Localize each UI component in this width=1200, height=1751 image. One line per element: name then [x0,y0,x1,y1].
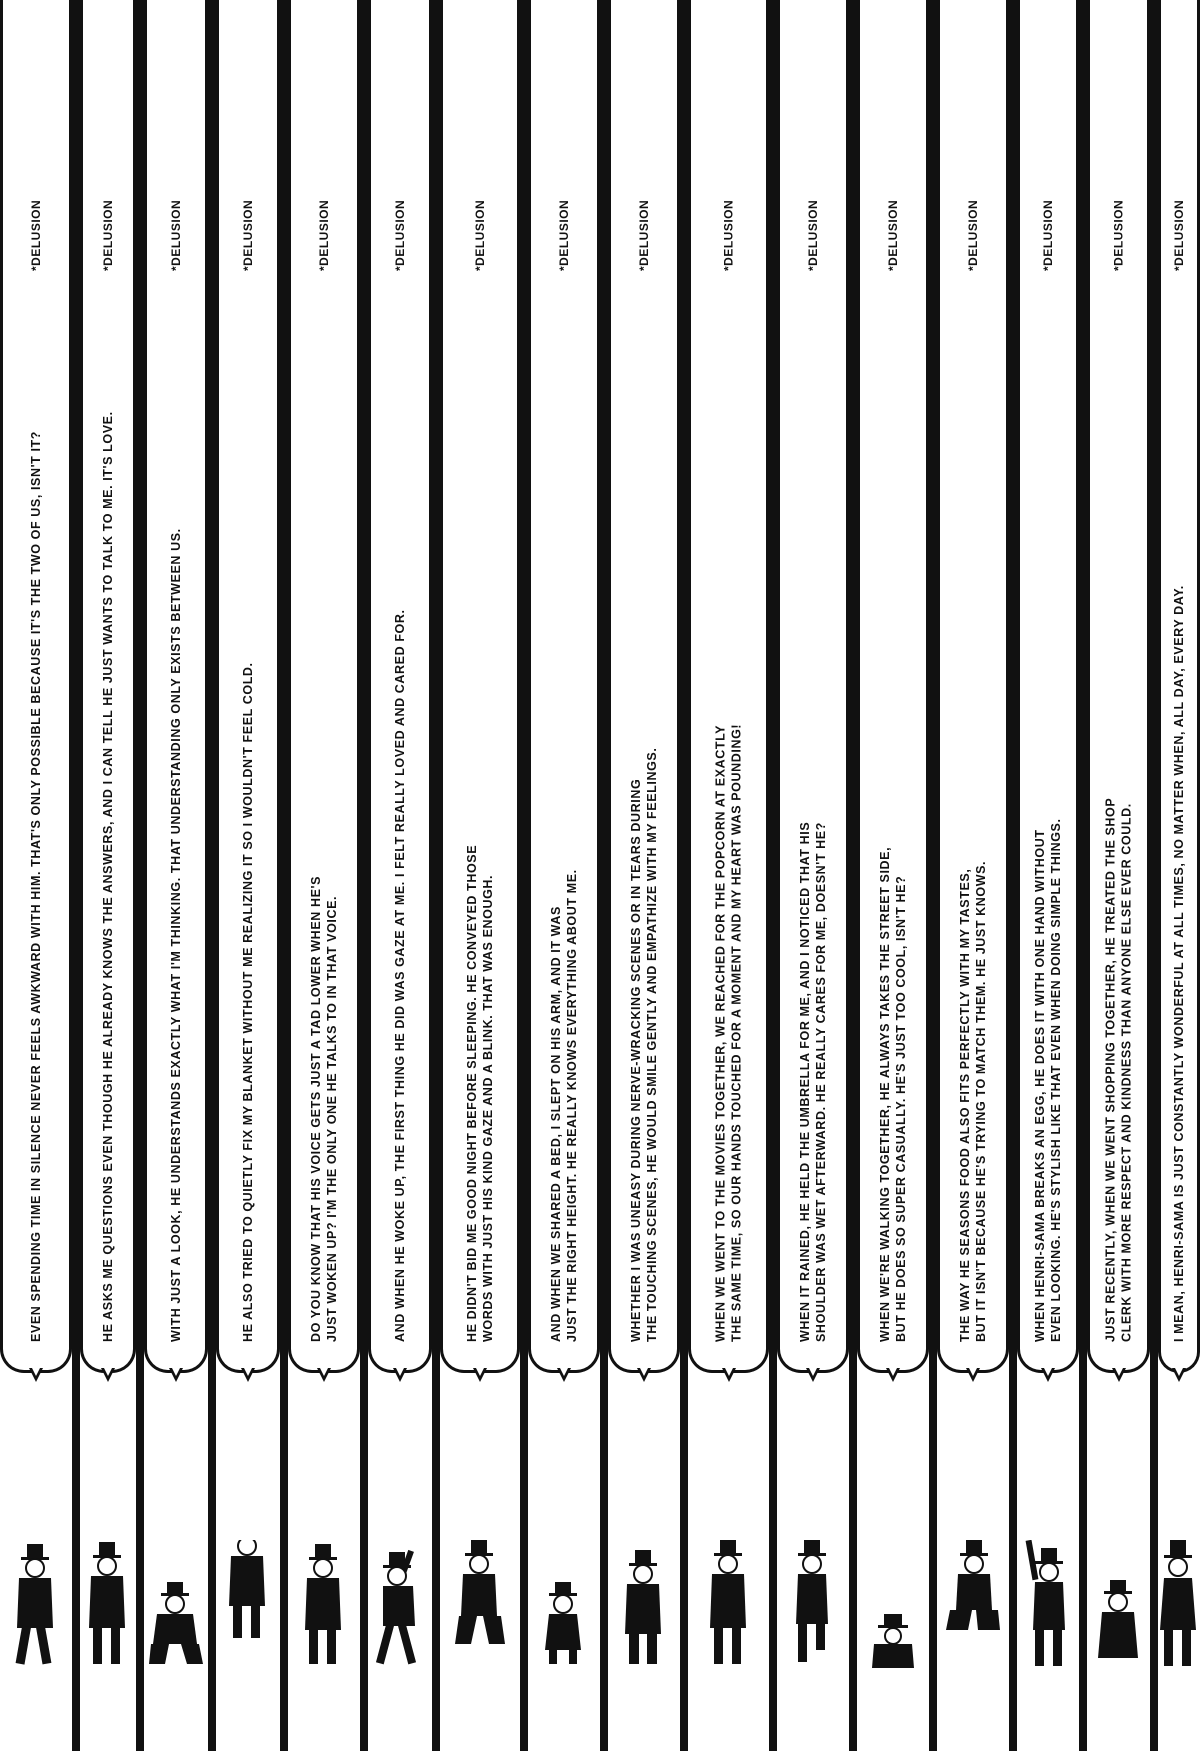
text-line: WORDS WITH JUST HIS KIND GAZE AND A BLINK. THAT WAS ENOUGH. [481,874,495,1342]
speech-strip [777,0,849,1751]
henri-figure-icon [81,1540,135,1670]
text-line: WHEN HENRI-SAMA BREAKS AN EGG, HE DOES IT WITH ONE HAND WITHOUT [1033,829,1047,1342]
delusion-tag: *DELUSION [241,200,255,272]
henri-figure-icon [537,1540,591,1670]
henri-figure-icon [946,1540,1000,1670]
speech-strip [688,0,769,1751]
delusion-tag: *DELUSION [1111,200,1126,272]
bubble-text [216,180,280,1360]
delusion-tag: *DELUSION [966,200,980,272]
henri-figure-icon [373,1540,427,1670]
bubble-text [0,180,72,1360]
henri-figure-icon [617,1540,671,1670]
text-line: EVEN LOOKING. HE'S STYLISH LIKE THAT EVEN WHEN DOING SIMPLE THINGS. [1049,818,1063,1342]
speech-strip [528,0,600,1751]
bubble-text [528,180,600,1360]
henri-figure-icon [1021,1540,1075,1670]
speech-strip [937,0,1009,1751]
speech-strip [857,0,929,1751]
bubble-text [440,180,520,1360]
delusion-tag: *DELUSION [557,200,571,272]
speech-strip [608,0,680,1751]
text-line: JUST RECENTLY, WHEN WE WENT SHOPPING TOGETHER, HE TREATED THE SHOP [1103,797,1118,1342]
text-line: HE DIDN'T BID ME GOOD NIGHT BEFORE SLEEPING. HE CONVEYED THOSE [465,844,479,1342]
bubble-text [1087,180,1150,1360]
text-line: WHEN WE WENT TO THE MOVIES TOGETHER, WE REACHED FOR THE POPCORN AT EXACTLY [713,724,728,1342]
speech-strip [1017,0,1079,1751]
henri-figure-icon [866,1540,920,1670]
henri-figure-icon [1152,1540,1200,1670]
henri-figure-icon [149,1540,203,1670]
delusion-tag: *DELUSION [721,200,736,272]
henri-figure-icon [221,1540,275,1670]
text-line: JUST THE RIGHT HEIGHT. HE REALLY KNOWS EVERYTHING ABOUT ME. [565,869,579,1342]
delusion-tag: *DELUSION [393,200,407,272]
text-line: AND WHEN HE WOKE UP, THE FIRST THING HE DID WAS GAZE AT ME. I FELT REALLY LOVED AND CARED FOR. [393,609,407,1342]
text-line: WITH JUST A LOOK, HE UNDERSTANDS EXACTLY WHAT I'M THINKING. THAT UNDERSTANDING ONLY EXISTS BETWEEN US. [169,528,183,1342]
speech-strip [144,0,208,1751]
bubble-text [608,180,680,1360]
henri-figure-icon [297,1540,351,1670]
text-line: BUT HE DOES SO SUPER CASUALLY. HE'S JUST TOO COOL, ISN'T HE? [894,875,908,1342]
text-line: DO YOU KNOW THAT HIS VOICE GETS JUST A TAD LOWER WHEN HE'S [309,875,323,1342]
text-line: SHOULDER WAS WET AFTERWARD. HE REALLY CARES FOR ME, DOESN'T HE? [814,822,828,1342]
text-line: THE WAY HE SEASONS FOOD ALSO FITS PERFECTLY WITH MY TASTES, [958,868,972,1342]
speech-strip [1158,0,1200,1751]
delusion-tag: *DELUSION [637,200,651,272]
text-line: CLERK WITH MORE RESPECT AND KINDNESS THAN ANYONE ELSE EVER COULD. [1119,803,1134,1342]
delusion-tag: *DELUSION [1172,200,1186,272]
delusion-tag: *DELUSION [886,200,900,272]
speech-strip [80,0,136,1751]
speech-strip [288,0,360,1751]
henri-figure-icon [453,1540,507,1670]
text-line: THE SAME TIME, SO OUR HANDS TOUCHED FOR A MOMENT AND MY HEART WAS POUNDING! [729,723,744,1342]
text-line: THE TOUCHING SCENES, HE WOULD SMILE GENTLY AND EMPATHIZE WITH MY FEELINGS. [645,747,659,1342]
henri-figure-icon [1092,1540,1146,1670]
text-line: WHEN WE'RE WALKING TOGETHER, HE ALWAYS TAKES THE STREET SIDE, [878,846,892,1342]
delusion-tag: *DELUSION [101,200,115,272]
bubble-text [288,180,360,1360]
speech-strip [216,0,280,1751]
bubble-text [368,180,432,1360]
text-line: WHETHER I WAS UNEASY DURING NERVE-WRACKING SCENES OR IN TEARS DURING [629,778,643,1342]
text-line: JUST WOKEN UP? I'M THE ONLY ONE HE TALKS TO IN THAT VOICE. [325,895,339,1342]
delusion-tag: *DELUSION [473,200,487,272]
text-line: HE ASKS ME QUESTIONS EVEN THOUGH HE ALREADY KNOWS THE ANSWERS, AND I CAN TELL HE JUST WANTS TO TALK TO ME. IT'S LOVE. [101,411,115,1342]
delusion-tag: *DELUSION [29,200,43,272]
delusion-tag: *DELUSION [317,200,331,272]
text-line: EVEN SPENDING TIME IN SILENCE NEVER FEELS AWKWARD WITH HIM. THAT'S ONLY POSSIBLE BECAUSE IT'S THE TWO OF US, ISN'T IT? [29,430,43,1342]
bubble-text [857,180,929,1360]
delusion-tag: *DELUSION [1041,200,1055,272]
text-line: BUT IT ISN'T BECAUSE HE'S TRYING TO MATCH THEM. HE JUST KNOWS. [974,860,988,1342]
henri-figure-icon [9,1540,63,1670]
bubble-text [777,180,849,1360]
delusion-tag: *DELUSION [169,200,183,272]
bubble-text [144,180,208,1360]
bubble-text [937,180,1009,1360]
text-line: I MEAN, HENRI-SAMA IS JUST CONSTANTLY WONDERFUL AT ALL TIMES, NO MATTER WHEN, ALL DAY, EVERY DAY. [1172,585,1186,1342]
bubble-text [688,180,769,1360]
speech-strip [440,0,520,1751]
speech-strip [368,0,432,1751]
bubble-text [1158,180,1200,1360]
delusion-tag: *DELUSION [806,200,820,272]
text-line: AND WHEN WE SHARED A BED, I SLEPT ON HIS ARM, AND IT WAS [549,906,563,1342]
text-line: WHEN IT RAINED, HE HELD THE UMBRELLA FOR ME, AND I NOTICED THAT HIS [798,821,812,1342]
speech-strip [1087,0,1150,1751]
henri-figure-icon [786,1540,840,1670]
speech-strip [0,0,72,1751]
text-line: HE ALSO TRIED TO QUIETLY FIX MY BLANKET WITHOUT ME REALIZING IT SO I WOULDN'T FEEL COLD. [241,662,255,1342]
bubble-text [1017,180,1079,1360]
bubble-text [80,180,136,1360]
henri-figure-icon [702,1540,756,1670]
